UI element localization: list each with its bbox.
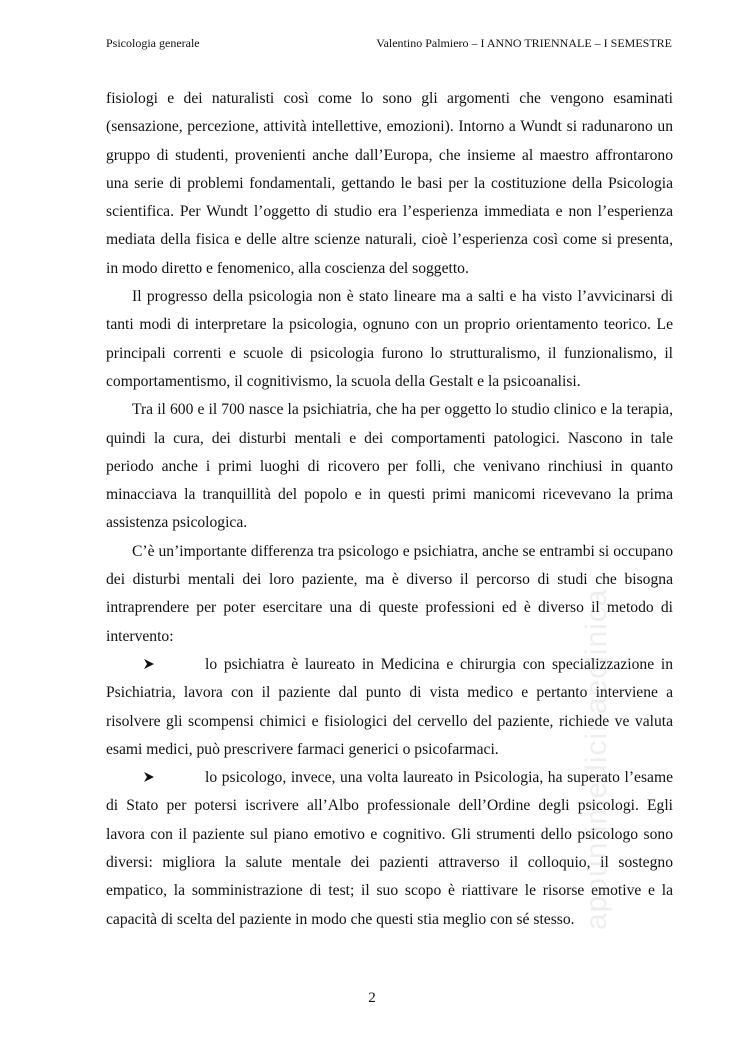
paragraph-1: fisiologi e dei naturalisti così come lo sono gli argomenti che vengono esaminati (sensazione, percezione, attività intellettive, emozioni). Intorno a Wundt si radunarono un gruppo di studenti, provenienti anche dall’Europa, che insieme al maestro affrontarono una serie di problemi fondamentali, gettando le basi per la costituzione della Psicologia scientifica. Per Wundt l’oggetto di studio era l’esperienza immediata e non l’esperienza mediata della fisica e delle altre scienze naturali, cioè l’esperienza così come si presenta, in modo diretto e fenomenico, alla coscienza del soggetto.: [106, 90, 673, 277]
header-course-title: Psicologia generale: [106, 36, 200, 50]
bullet-text: lo psicologo, invece, una volta laureato in Psicologia, ha superato l’esame di Stato per potersi iscrivere all’Albo professionale dell’Ordine degli psicologi. Egli lavora con il paziente sul piano emotivo e cognitivo. Gli strumenti dello psicologo sono diversi: migliora la salute mentale dei pazienti attraverso il colloquio, il sostegno empatico, la somministrazione di test; il suo scopo è riattivare le risorse emotive e la capacità di scelta del paziente in modo che questi stia meglio con sé stesso.: [106, 769, 673, 928]
arrowhead-bullet-icon: [106, 651, 205, 679]
paragraph-2: Il progresso della psicologia non è stato lineare ma a salti e ha visto l’avvicinarsi di tanti modi di interpretare la psicologia, ognuno con un proprio orientamento teorico. Le principali correnti e scuole di psicologia furono lo strutturalismo, il funzionalismo, il comportamentismo, il cognitivismo, la scuola della Gestalt e la psicoanalisi.: [106, 288, 673, 390]
page-header: [106, 36, 672, 54]
page-number: 2: [368, 990, 376, 1006]
bullet-text: lo psichiatra è laureato in Medicina e chirurgia con specializzazione in Psichiatria, lavora con il paziente dal punto di vista medico e pertanto interviene a risolvere gli scompensi chimici e fisiologici del cervello del paziente, richiede ve valuta esami medici, può prescrivere farmaci generici o psicofarmaci.: [106, 655, 673, 758]
watermark-text: appuntimedicinaeclinica: [580, 588, 613, 930]
header-author-info: Valentino Palmiero – I ANNO TRIENNALE – I SEMESTRE: [376, 36, 672, 50]
paragraph-4: C’è un’importante differenza tra psicologo e psichiatra, anche se entrambi si occupano dei disturbi mentali dei loro paziente, ma è diverso il percorso di studi che bisogna intraprendere per poter esercitare una di queste professioni ed è diverso il metodo di intervento:: [106, 542, 673, 645]
arrowhead-bullet-icon: [106, 764, 205, 792]
paragraph-3: Tra il 600 e il 700 nasce la psichiatria, che ha per oggetto lo studio clinico e la terapia, quindi la cura, dei disturbi mentali e dei comportamenti patologici. Nascono in tale periodo anche i primi luoghi di ricovero per folli, che venivano rinchiusi in quanto minacciava la tranquillità del popolo e in questi primi manicomi ricevevano la prima assistenza psicologica.: [106, 401, 673, 532]
